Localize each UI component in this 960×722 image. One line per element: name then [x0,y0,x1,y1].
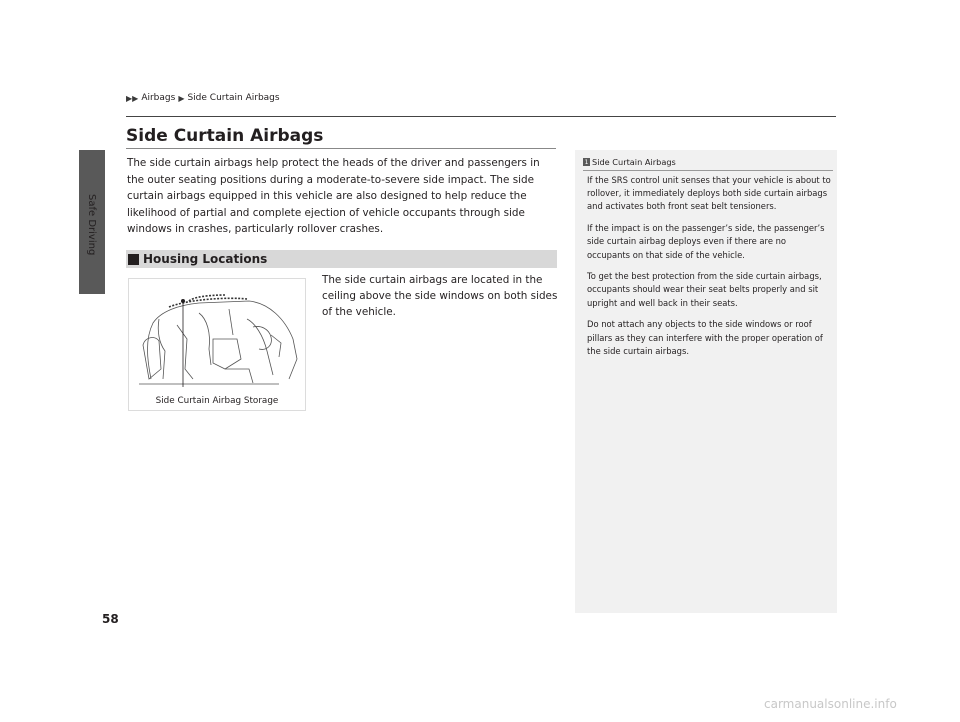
section-square-icon [128,254,139,265]
figure-caption: Side Curtain Airbag Storage [155,396,279,406]
note-body [587,174,831,366]
breadcrumb-arrow-icon: ▶▶ [126,93,139,103]
vehicle-interior-illustration [129,279,307,412]
breadcrumb-arrow-icon: ▶ [178,93,185,103]
breadcrumb-item-airbags[interactable]: Airbags [141,93,176,103]
housing-section-header [126,250,557,268]
header-divider [126,116,836,117]
housing-section-title: Housing Locations [143,252,268,266]
title-divider [126,148,556,149]
airbag-storage-figure [128,278,306,411]
section-tab-marker [79,150,105,178]
page-title: Side Curtain Airbags [126,126,324,146]
note-header [583,157,676,167]
note-number-badge: 1 [584,158,589,166]
side-note-panel [575,150,837,613]
housing-paragraph: The side curtain airbags are located in the ceiling above the side windows on both sides of the vehicle. [322,274,558,318]
intro-paragraph: The side curtain airbags help protect the heads of the driver and passengers in the outer seating positions during a moderate-to-severe side impact. The side curtain airbags equipped in this vehicle are also designed to help reduce the likelihood of partial and complete ejection of vehicle occupants through side windows in crashes, particularly rollover crashes. [127,157,540,235]
breadcrumb [126,93,280,103]
callout-dot-icon [181,299,185,303]
page-number: 58 [102,612,119,626]
watermark: carmanualsonline.info [764,697,897,711]
note-paragraph: If the impact is on the passenger’s side, the passenger’s side curtain airbag deploys even if there are no occupants on that side of the vehicle. [587,223,825,260]
breadcrumb-item-current: Side Curtain Airbags [187,93,280,103]
note-paragraph: Do not attach any objects to the side windows or roof pillars as they can interfere with the proper operation of the side curtain airbags. [587,319,823,356]
note-title: Side Curtain Airbags [592,157,676,167]
note-paragraph: To get the best protection from the side curtain airbags, occupants should wear their seat belts properly and sit upright and well back in their seats. [587,271,822,308]
note-divider [583,170,833,171]
section-tab-label: Safe Driving [86,194,97,256]
note-paragraph: If the SRS control unit senses that your vehicle is about to rollover, it immediately deploys both side curtain airbags and activates both front seat belt tensioners. [587,175,831,212]
